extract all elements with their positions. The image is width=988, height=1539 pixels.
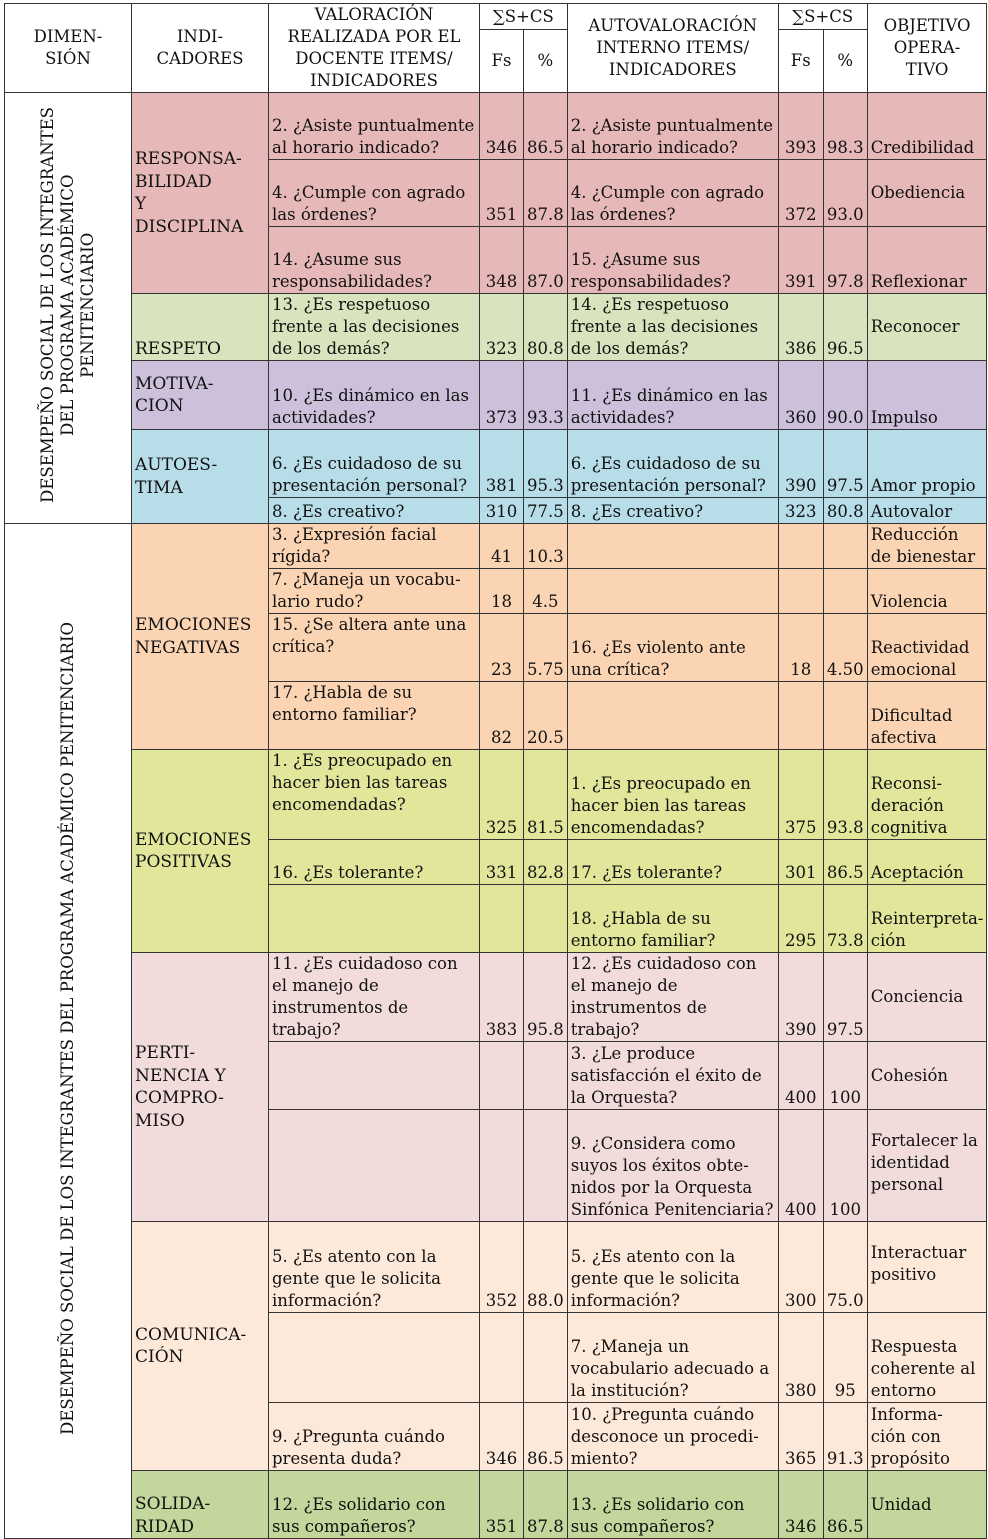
docente-pct: 95.3 xyxy=(524,430,568,498)
interno-pct: 97.5 xyxy=(823,953,867,1042)
docente-item: 12. ¿Es solidario con sus compañeros? xyxy=(269,1471,480,1539)
dimension-cell-1 xyxy=(5,93,132,524)
interno-item xyxy=(567,569,778,614)
docente-item: 14. ¿Asume sus responsabilidades? xyxy=(269,227,480,294)
docente-fs: 82 xyxy=(480,682,524,750)
interno-pct: 98.3 xyxy=(823,93,867,160)
docente-fs: 352 xyxy=(480,1222,524,1313)
objetivo: Autovalor xyxy=(867,498,987,524)
interno-fs xyxy=(778,682,823,750)
objetivo: Reflexionar xyxy=(867,227,987,294)
docente-item: 4. ¿Cumple con agrado las órdenes? xyxy=(269,160,480,227)
header-indicadores: INDI- CADORES xyxy=(132,4,269,93)
docente-item: 11. ¿Es cuidadoso con el manejo de instrumentos de trabajo? xyxy=(269,953,480,1042)
header-fs-interno: Fs xyxy=(778,30,823,93)
docente-item: 17. ¿Habla de su entorno familiar? xyxy=(269,682,480,750)
interno-fs: 393 xyxy=(778,93,823,160)
docente-item: 15. ¿Se altera ante una crítica? xyxy=(269,614,480,682)
docente-item xyxy=(269,1110,480,1222)
objetivo: Impulso xyxy=(867,361,987,430)
docente-fs: 323 xyxy=(480,294,524,361)
table-row xyxy=(5,1222,987,1313)
docente-fs: 351 xyxy=(480,160,524,227)
interno-fs xyxy=(778,524,823,569)
interno-pct: 96.5 xyxy=(823,294,867,361)
docente-pct: 80.8 xyxy=(524,294,568,361)
indicator-motivacion: MOTIVA- CION xyxy=(132,361,269,430)
docente-fs xyxy=(480,1042,524,1110)
interno-pct: 95 xyxy=(823,1313,867,1403)
docente-pct xyxy=(524,1110,568,1222)
header-pct-interno: % xyxy=(823,30,867,93)
interno-fs: 18 xyxy=(778,614,823,682)
interno-pct: 75.0 xyxy=(823,1222,867,1313)
interno-fs: 391 xyxy=(778,227,823,294)
docente-item: 3. ¿Expresión facial rígida? xyxy=(269,524,480,569)
docente-pct: 87.8 xyxy=(524,1471,568,1539)
interno-item: 15. ¿Asume sus responsabilidades? xyxy=(567,227,778,294)
docente-fs: 23 xyxy=(480,614,524,682)
interno-item: 5. ¿Es atento con la gente que le solicita información? xyxy=(567,1222,778,1313)
header-valoracion-docente: VALORACIÓN REALIZADA POR EL DOCENTE ITEMS/ INDICADORES xyxy=(269,4,480,93)
interno-fs: 390 xyxy=(778,430,823,498)
objetivo: Interactuar positivo xyxy=(867,1222,987,1313)
header-sum-docente: ∑S+CS xyxy=(480,4,568,30)
indicator-pertinencia: PERTI- NENCIA Y COMPRO- MISO xyxy=(132,953,269,1222)
docente-pct: 88.0 xyxy=(524,1222,568,1313)
objetivo: Reconsi- deración cognitiva xyxy=(867,750,987,840)
objetivo: Credibilidad xyxy=(867,93,987,160)
interno-item: 17. ¿Es tolerante? xyxy=(567,840,778,885)
docente-pct: 5.75 xyxy=(524,614,568,682)
objetivo: Dificultad afectiva xyxy=(867,682,987,750)
objetivo: Amor propio xyxy=(867,430,987,498)
interno-pct: 100 xyxy=(823,1110,867,1222)
docente-item: 5. ¿Es atento con la gente que le solicita información? xyxy=(269,1222,480,1313)
interno-pct xyxy=(823,569,867,614)
docente-fs: 348 xyxy=(480,227,524,294)
objetivo: Reinterpreta- ción xyxy=(867,885,987,953)
docente-item: 9. ¿Pregunta cuándo presenta duda? xyxy=(269,1403,480,1471)
interno-pct: 93.0 xyxy=(823,160,867,227)
interno-fs: 323 xyxy=(778,498,823,524)
docente-pct: 82.8 xyxy=(524,840,568,885)
interno-pct: 86.5 xyxy=(823,840,867,885)
objetivo: Reconocer xyxy=(867,294,987,361)
indicator-autoestima: AUTOES- TIMA xyxy=(132,430,269,524)
objetivo: Conciencia xyxy=(867,953,987,1042)
docente-item: 16. ¿Es tolerante? xyxy=(269,840,480,885)
docente-pct xyxy=(524,885,568,953)
docente-fs: 41 xyxy=(480,524,524,569)
objetivo: Fortalecer la identidad personal xyxy=(867,1110,987,1222)
docente-pct: 77.5 xyxy=(524,498,568,524)
dimension-label-2: DESEMPEÑO SOCIAL DE LOS INTEGRANTES DEL PROGRAMA ACADÉMICO PENITENCIARIO xyxy=(58,621,77,1435)
docente-pct: 86.5 xyxy=(524,1403,568,1471)
interno-fs: 365 xyxy=(778,1403,823,1471)
interno-item: 7. ¿Maneja un vocabulario adecuado a la institución? xyxy=(567,1313,778,1403)
objetivo: Unidad xyxy=(867,1471,987,1539)
interno-fs: 390 xyxy=(778,953,823,1042)
interno-pct: 97.8 xyxy=(823,227,867,294)
interno-fs: 360 xyxy=(778,361,823,430)
interno-pct: 91.3 xyxy=(823,1403,867,1471)
table-row xyxy=(5,1471,987,1539)
docente-pct xyxy=(524,1313,568,1403)
indicator-responsabilidad: RESPONSA- BILIDAD Y DISCIPLINA xyxy=(132,93,269,294)
indicator-emociones-positivas: EMOCIONES POSITIVAS xyxy=(132,750,269,953)
docente-pct: 81.5 xyxy=(524,750,568,840)
objetivo: Cohesión xyxy=(867,1042,987,1110)
interno-item: 3. ¿Le produce satisfacción el éxito de la Orquesta? xyxy=(567,1042,778,1110)
interno-item: 1. ¿Es preocupado en hacer bien las tareas encomendadas? xyxy=(567,750,778,840)
interno-pct: 73.8 xyxy=(823,885,867,953)
docente-fs: 346 xyxy=(480,93,524,160)
docente-pct xyxy=(524,1042,568,1110)
objetivo: Violencia xyxy=(867,569,987,614)
interno-item: 2. ¿Asiste puntualmente al horario indicado? xyxy=(567,93,778,160)
header-sum-interno: ∑S+CS xyxy=(778,4,867,30)
header-fs-docente: Fs xyxy=(480,30,524,93)
interno-fs: 400 xyxy=(778,1042,823,1110)
interno-pct: 80.8 xyxy=(823,498,867,524)
interno-fs: 300 xyxy=(778,1222,823,1313)
interno-fs xyxy=(778,569,823,614)
docente-pct: 86.5 xyxy=(524,93,568,160)
indicator-comunicacion: COMUNICA- CIÓN xyxy=(132,1222,269,1471)
interno-pct xyxy=(823,524,867,569)
interno-item xyxy=(567,682,778,750)
objetivo: Reducción de bienestar xyxy=(867,524,987,569)
dimension-label-1: DESEMPEÑO SOCIAL DE LOS INTEGRANTES DEL PROGRAMA ACADÉMICO PENITENCIARIO xyxy=(38,107,97,503)
interno-pct: 90.0 xyxy=(823,361,867,430)
objetivo: Aceptación xyxy=(867,840,987,885)
interno-pct: 86.5 xyxy=(823,1471,867,1539)
header-pct-docente: % xyxy=(524,30,568,93)
docente-pct: 87.8 xyxy=(524,160,568,227)
docente-pct: 95.8 xyxy=(524,953,568,1042)
docente-fs xyxy=(480,1313,524,1403)
interno-item: 13. ¿Es solidario con sus compañeros? xyxy=(567,1471,778,1539)
interno-item: 4. ¿Cumple con agrado las órdenes? xyxy=(567,160,778,227)
interno-fs: 295 xyxy=(778,885,823,953)
docente-fs xyxy=(480,885,524,953)
docente-fs: 346 xyxy=(480,1403,524,1471)
interno-item: 9. ¿Considera como suyos los éxitos obte- nidos por la Orquesta Sinfónica Penitenciaria? xyxy=(567,1110,778,1222)
docente-item: 6. ¿Es cuidadoso de su presentación personal? xyxy=(269,430,480,498)
docente-item: 13. ¿Es respetuoso frente a las decisiones de los demás? xyxy=(269,294,480,361)
docente-item: 10. ¿Es dinámico en las actividades? xyxy=(269,361,480,430)
interno-item: 16. ¿Es violento ante una crítica? xyxy=(567,614,778,682)
header-objetivo: OBJETIVO OPERA- TIVO xyxy=(867,4,987,93)
header-autovaloracion: AUTOVALORACIÓN INTERNO ITEMS/ INDICADORES xyxy=(567,4,778,93)
interno-fs: 301 xyxy=(778,840,823,885)
interno-pct: 4.50 xyxy=(823,614,867,682)
docente-pct: 93.3 xyxy=(524,361,568,430)
table-row xyxy=(5,524,987,569)
header-dimension: DIMEN- SIÓN xyxy=(5,4,132,93)
indicator-emociones-negativas: EMOCIONES NEGATIVAS xyxy=(132,524,269,750)
docente-fs: 373 xyxy=(480,361,524,430)
interno-pct: 97.5 xyxy=(823,430,867,498)
interno-item: 12. ¿Es cuidadoso con el manejo de instrumentos de trabajo? xyxy=(567,953,778,1042)
docente-fs: 18 xyxy=(480,569,524,614)
interno-pct: 100 xyxy=(823,1042,867,1110)
docente-fs: 310 xyxy=(480,498,524,524)
docente-pct: 10.3 xyxy=(524,524,568,569)
docente-item: 2. ¿Asiste puntualmente al horario indicado? xyxy=(269,93,480,160)
dimension-cell-2 xyxy=(5,524,132,1539)
objetivo: Reactividad emocional xyxy=(867,614,987,682)
interno-item: 11. ¿Es dinámico en las actividades? xyxy=(567,361,778,430)
table-row xyxy=(5,294,987,361)
evaluation-table xyxy=(4,3,987,1539)
docente-item: 7. ¿Maneja un vocabu- lario rudo? xyxy=(269,569,480,614)
indicator-respeto: RESPETO xyxy=(132,294,269,361)
docente-fs: 381 xyxy=(480,430,524,498)
interno-item: 18. ¿Habla de su entorno familiar? xyxy=(567,885,778,953)
interno-fs: 400 xyxy=(778,1110,823,1222)
objetivo: Obediencia xyxy=(867,160,987,227)
table-row xyxy=(5,953,987,1042)
table-row xyxy=(5,750,987,840)
docente-pct: 20.5 xyxy=(524,682,568,750)
docente-pct: 87.0 xyxy=(524,227,568,294)
table-row xyxy=(5,93,987,160)
docente-item: 1. ¿Es preocupado en hacer bien las tareas encomendadas? xyxy=(269,750,480,840)
docente-fs xyxy=(480,1110,524,1222)
objetivo: Respuesta coherente al entorno xyxy=(867,1313,987,1403)
table-row xyxy=(5,430,987,498)
interno-item: 8. ¿Es creativo? xyxy=(567,498,778,524)
table-row xyxy=(5,361,987,430)
interno-fs: 386 xyxy=(778,294,823,361)
docente-item xyxy=(269,1313,480,1403)
interno-item: 14. ¿Es respetuoso frente a las decisiones de los demás? xyxy=(567,294,778,361)
interno-item: 6. ¿Es cuidadoso de su presentación personal? xyxy=(567,430,778,498)
interno-pct: 93.8 xyxy=(823,750,867,840)
docente-fs: 351 xyxy=(480,1471,524,1539)
docente-fs: 325 xyxy=(480,750,524,840)
interno-fs: 380 xyxy=(778,1313,823,1403)
interno-item: 10. ¿Pregunta cuándo desconoce un procedi- miento? xyxy=(567,1403,778,1471)
objetivo: Informa- ción con propósito xyxy=(867,1403,987,1471)
header-row xyxy=(5,4,987,30)
indicator-solidaridad: SOLIDA- RIDAD xyxy=(132,1471,269,1539)
interno-pct xyxy=(823,682,867,750)
interno-fs: 372 xyxy=(778,160,823,227)
docente-pct: 4.5 xyxy=(524,569,568,614)
interno-fs: 375 xyxy=(778,750,823,840)
docente-item: 8. ¿Es creativo? xyxy=(269,498,480,524)
docente-fs: 383 xyxy=(480,953,524,1042)
docente-item xyxy=(269,1042,480,1110)
interno-fs: 346 xyxy=(778,1471,823,1539)
docente-fs: 331 xyxy=(480,840,524,885)
docente-item xyxy=(269,885,480,953)
interno-item xyxy=(567,524,778,569)
